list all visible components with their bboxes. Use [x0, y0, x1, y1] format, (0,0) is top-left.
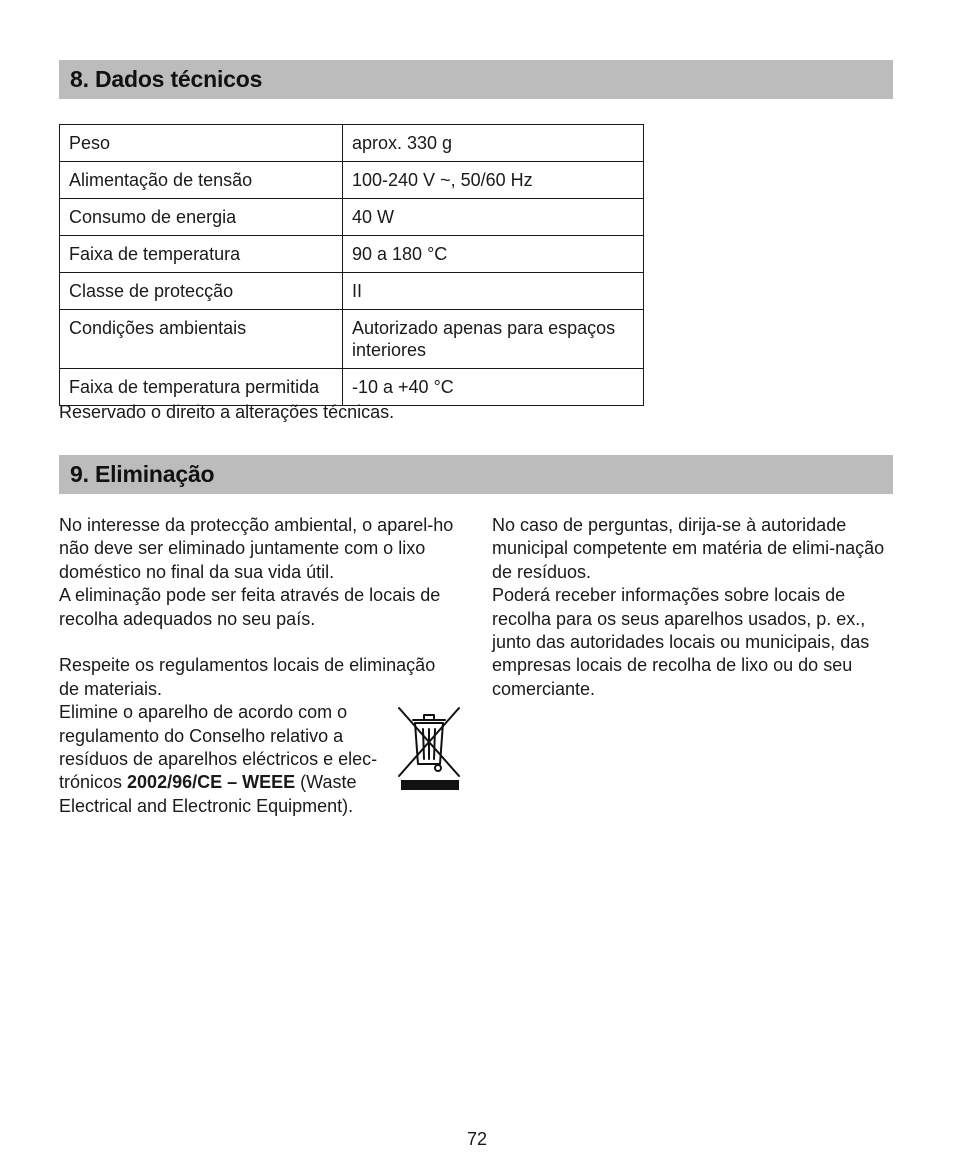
table-row [60, 310, 644, 369]
paragraph: No interesse da protecção ambiental, o aparel-ho não deve ser eliminado juntamente com o lixo doméstico no final da sua vida útil. [59, 515, 454, 582]
spec-value: -10 a +40 °C [343, 369, 644, 406]
spec-label: Consumo de energia [60, 199, 343, 236]
spec-label: Condições ambientais [60, 310, 343, 369]
weee-text-pre: Elimine o aparelho de acordo com o regulamento do Conselho relativo a resíduos de aparelhos eléctricos e elec-trónicos [59, 702, 378, 793]
crossed-out-wheelie-bin-icon [395, 704, 463, 799]
spec-label: Classe de protecção [60, 273, 343, 310]
spec-label: Peso [60, 125, 343, 162]
spec-value: II [343, 273, 644, 310]
spec-label: Faixa de temperatura [60, 236, 343, 273]
section-9-title: 9. Eliminação [70, 461, 215, 487]
technical-data-table [59, 124, 644, 406]
spec-value: 40 W [343, 199, 644, 236]
spec-label: Faixa de temperatura permitida [60, 369, 343, 406]
paragraph: Poderá receber informações sobre locais de recolha para os seus aparelhos usados, p. ex., junto das autoridades locais ou municipais, das empresas locais de recolha de lixo ou do seu comerciante. [492, 585, 870, 699]
table-row [60, 236, 644, 273]
table-row [60, 125, 644, 162]
disposal-right-column [492, 514, 892, 701]
paragraph: Respeite os regulamentos locais de eliminação de materiais. [59, 655, 436, 699]
section-8-header [59, 60, 893, 99]
table-row [60, 199, 644, 236]
table-row [60, 273, 644, 310]
table-row [60, 162, 644, 199]
weee-text-post: (Waste Electrical and Electronic Equipment). [59, 772, 357, 816]
spec-value: aprox. 330 g [343, 125, 644, 162]
spec-value: Autorizado apenas para espaços interiores [343, 310, 644, 369]
weee-paragraph [59, 701, 394, 818]
section-9-header [59, 455, 893, 494]
weee-directive: 2002/96/CE – WEEE [127, 772, 296, 793]
paragraph: A eliminação pode ser feita através de locais de recolha adequados no seu país. [59, 585, 441, 629]
paragraph: No caso de perguntas, dirija-se à autoridade municipal competente em matéria de elimi-nação de resíduos. [492, 515, 885, 582]
spec-value: 100-240 V ~, 50/60 Hz [343, 162, 644, 199]
section-8-title: 8. Dados técnicos [70, 66, 263, 92]
spec-value: 90 a 180 °C [343, 236, 644, 273]
page-number: 72 [466, 1129, 488, 1149]
technical-changes-note: Reservado o direito a alterações técnicas. [59, 402, 395, 422]
table-row [60, 369, 644, 406]
spec-label: Alimentação de tensão [60, 162, 343, 199]
